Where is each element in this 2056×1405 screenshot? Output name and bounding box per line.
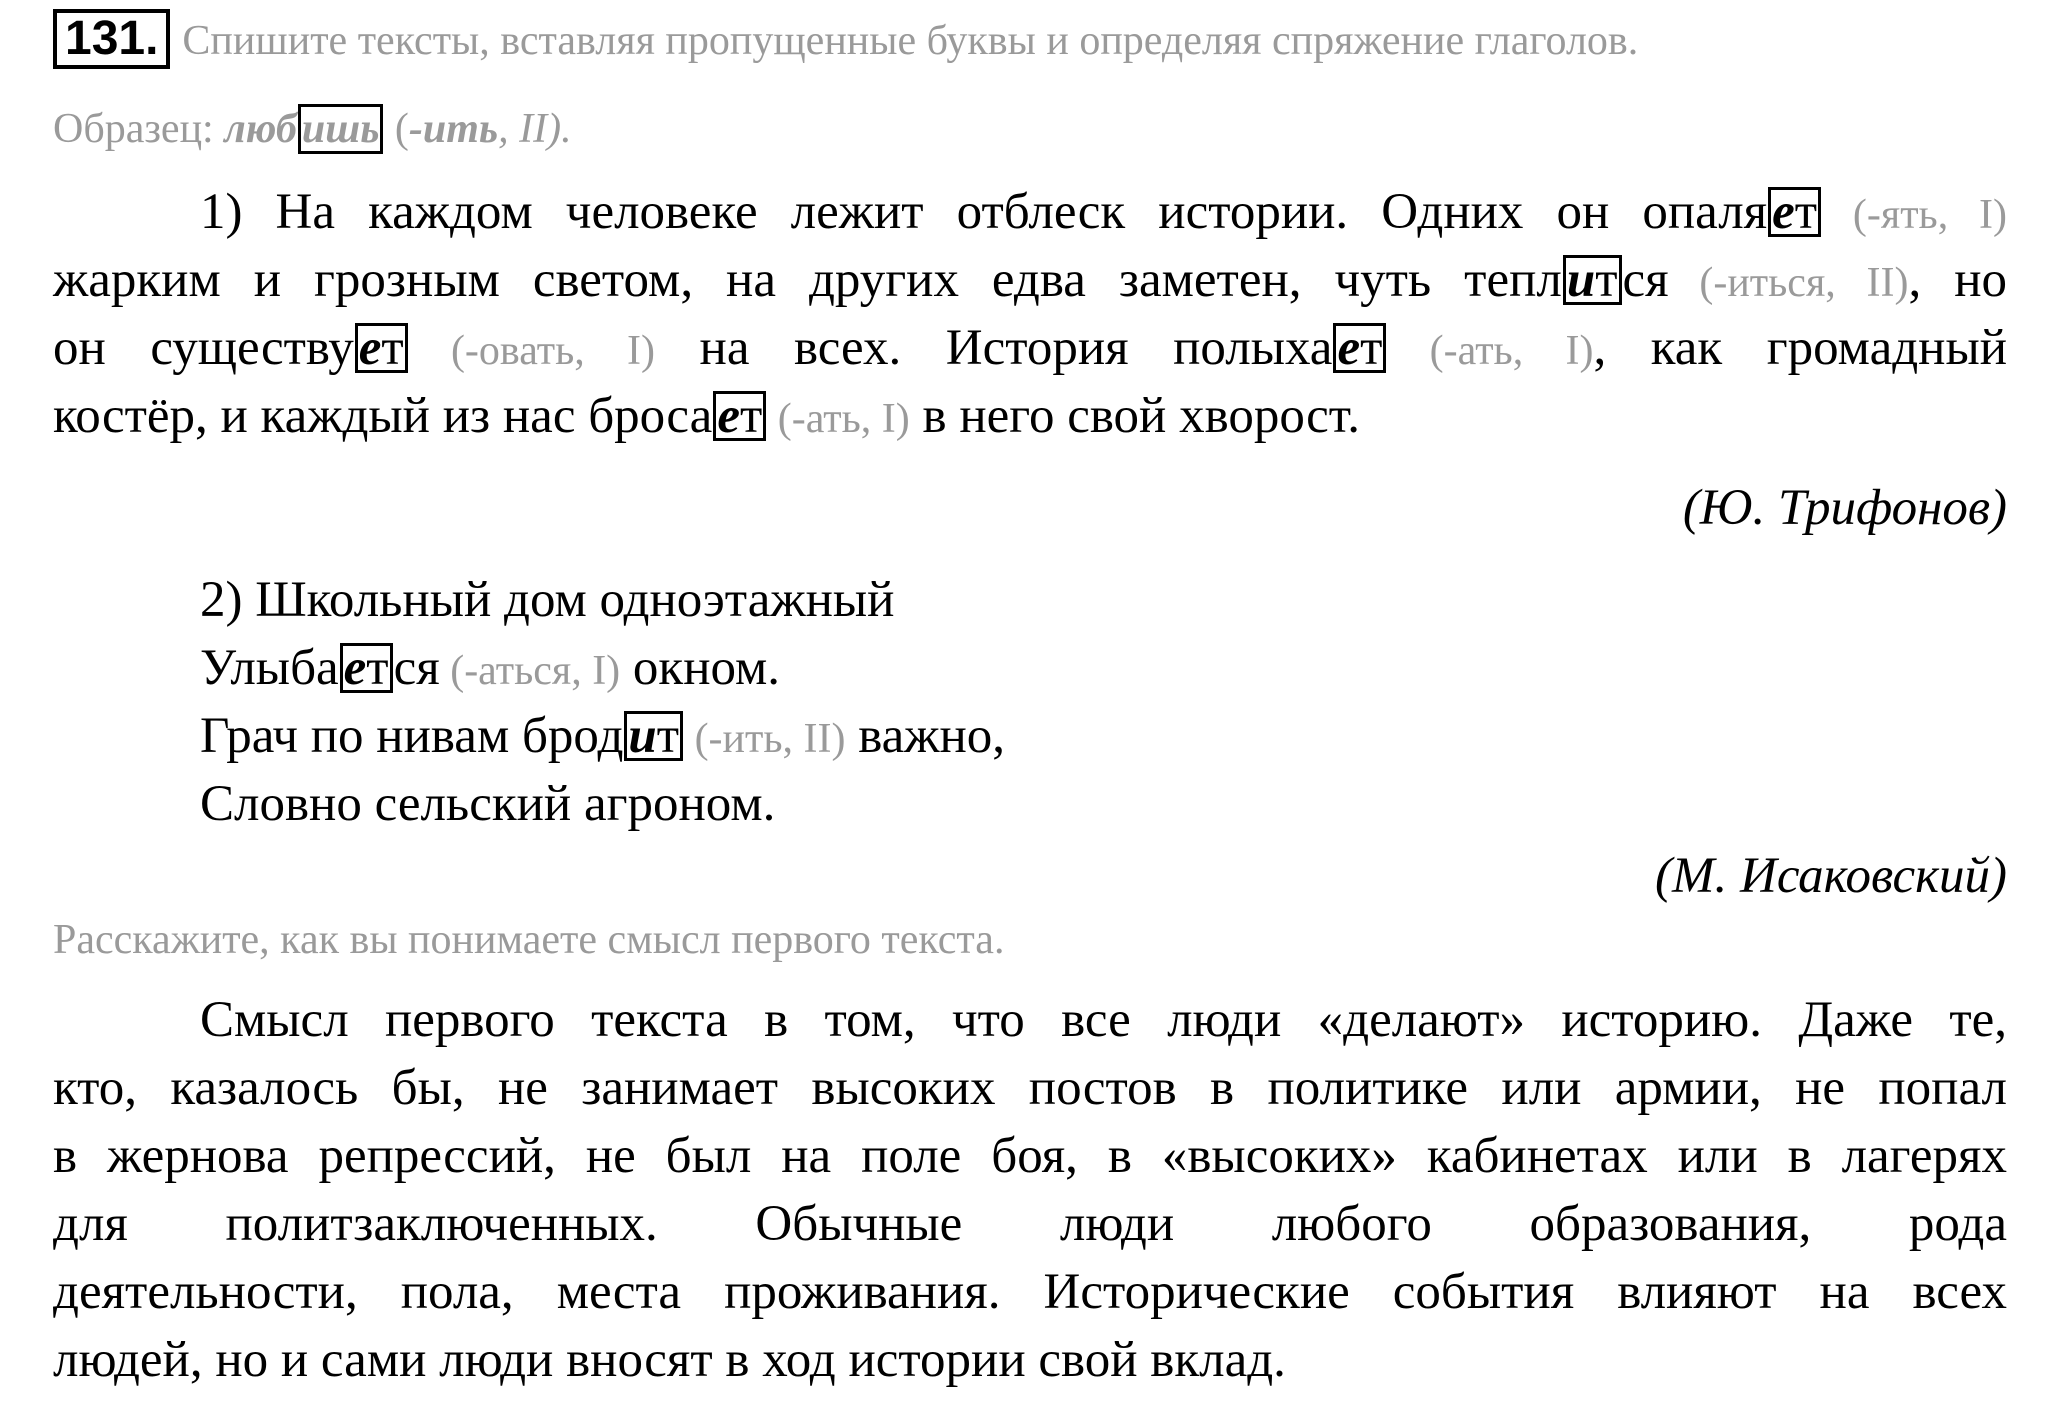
conjugation-hint: (-ать, I) [1387,328,1594,374]
exercise-header [53,8,2007,71]
filled-letter-box: ит [1563,255,1622,305]
conjugation-hint: (-ить, II) [684,716,846,762]
answer-line: людей, но и сами люди вносят в ход истории свой вклад. [53,1332,1286,1388]
exercise-number: 131. [53,9,170,69]
sample-note-rest: , II). [498,106,572,152]
answer-line: Смысл первого текста в том, что все люди «делают» историю. Даже те, [200,992,2007,1048]
filled-letter-box: ет [1768,187,1821,237]
text1-line1: 1) На каждом человеке лежит отблеск истории. Одних он опаляет (-ять, I) [200,184,2007,240]
text1-line3: он существует (-овать, I) на всех. История полыхает (-ать, I), как громадный [53,320,2008,376]
filled-letter-box: ит [624,711,683,761]
text1-line2: жарким и грозным светом, на других едва заметен, чуть теплится (-иться, II), но [53,252,2007,308]
sample-line [53,96,2007,159]
text2-line3: Грач по нивам бродит (-ить, II) важно, [200,708,1006,764]
text1-line4: костёр, и каждый из нас бросает (-ать, I) в него свой хворост. [53,388,1360,444]
text1-author: (Ю. Трифонов) [1682,480,2007,536]
sample-label: Образец: [53,106,225,152]
conjugation-hint: (-ать, I) [767,396,910,442]
answer-line: деятельности, пола, места проживания. Исторические события влияют на всех [53,1264,2007,1320]
conjugation-hint: (-овать, I) [408,328,656,374]
conjugation-hint: (-аться, I) [439,648,621,694]
text2-author: (М. Исаковский) [1655,848,2007,904]
filled-letter-box: ет [1333,323,1386,373]
sample-note-suffix: -ить [408,106,499,152]
question: Расскажите, как вы понимаете смысл первого текста. [53,917,1005,963]
answer-line: для политзаключенных. Обычные люди любого образования, рода [53,1196,2007,1252]
sample-note-open: ( [384,106,409,152]
answer-line: в жернова репрессий, не был на поле боя, в «высоких» кабинетах или в лагерях [53,1128,2007,1184]
text2-line2: Улыбается (-аться, I) окном. [200,640,781,696]
filled-letter-box: ет [340,643,393,693]
filled-letter-box: ет [713,391,766,441]
exercise-instruction: Спишите тексты, вставляя пропущенные буквы и определяя спряжение глаголов. [182,18,1639,64]
text2-line1: 2) Школьный дом одноэтажный [200,572,895,628]
conjugation-hint: (-ять, I) [1822,192,2007,238]
answer-line: кто, казалось бы, не занимает высоких постов в политике или армии, не попал [53,1060,2007,1116]
sample-ending-box: ишь [298,104,384,154]
text2-line4: Словно сельский агроном. [200,776,776,832]
filled-letter-box: ет [355,323,408,373]
sample-stem: люб [224,106,297,152]
conjugation-hint: (-иться, II) [1668,260,1909,306]
